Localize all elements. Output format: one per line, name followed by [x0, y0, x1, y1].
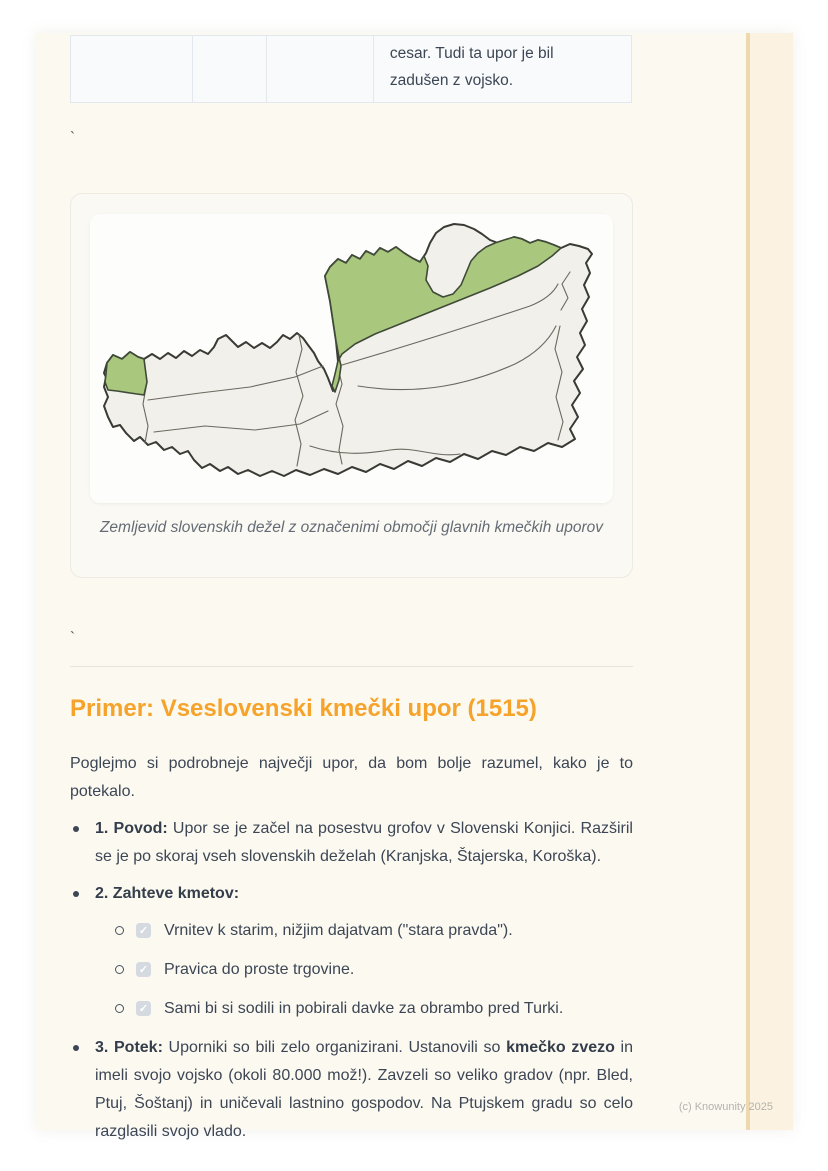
- bullet-icon: [73, 891, 79, 897]
- checklist-item: [113, 995, 633, 1023]
- highlight-region-west-tip: [105, 352, 147, 395]
- copyright-note: (c) Knowunity 2025: [678, 1101, 773, 1113]
- item-text: Upor se je začel na posestvu grofov v Slovenski Konjici. Razširil se je po skoraj vseh slovenskih deželah (Kranjska, Štajerska, Koroška).: [95, 820, 633, 865]
- table-cell: [267, 36, 374, 102]
- table-cell-text: cesar. Tudi ta upor je bil zadušen z vojsko.: [389, 45, 554, 89]
- checklist: [95, 917, 633, 1023]
- stray-backtick: `: [70, 629, 75, 646]
- checklist-item: [113, 956, 633, 984]
- item-text: in imeli svojo vojsko (okoli 80.000 mož!). Zavzeli so veliko gradov (npr. Bled, Ptuj, Šoštanj) in uničevali lastnino gospodov. Na Ptujskem gradu so celo razglasili svojo vlado.: [95, 1039, 634, 1140]
- map-card: [70, 193, 633, 578]
- list-item: [70, 1034, 633, 1146]
- list-item: [70, 880, 633, 1023]
- section-heading: Primer: Vseslovenski kmečki upor (1515): [70, 695, 537, 722]
- circle-bullet-icon: [115, 965, 124, 974]
- item-label: 1. Povod:: [95, 820, 168, 837]
- intro-paragraph: Poglejmo si podrobneje največji upor, da bom bolje razumel, kako je to potekalo.: [70, 755, 633, 800]
- item-label: 2. Zahteve kmetov:: [95, 885, 240, 902]
- checkbox-checked-icon[interactable]: ✓: [136, 923, 151, 938]
- numbered-point-list: [70, 815, 633, 1146]
- checkbox-checked-icon[interactable]: ✓: [136, 962, 151, 977]
- checklist-item-text: Vrnitev k starim, nižjim dajatvam ("stara pravda").: [164, 922, 513, 939]
- circle-bullet-icon: [115, 926, 124, 935]
- section-divider: [70, 666, 633, 667]
- table-cell: [71, 36, 193, 102]
- bullet-icon: [73, 1045, 79, 1051]
- checklist-item: [113, 917, 633, 945]
- table-cell: [193, 36, 268, 102]
- item-bold-phrase: kmečko zvezo: [506, 1039, 615, 1056]
- checkbox-checked-icon[interactable]: ✓: [136, 1001, 151, 1016]
- map-caption: Zemljevid slovenskih dežel z označenimi območji glavnih kmečkih uporov: [99, 519, 604, 536]
- right-stripe: [750, 33, 793, 1130]
- document-page: [36, 33, 793, 1140]
- item-label: 3. Potek:: [95, 1039, 163, 1056]
- checklist-item-text: Sami bi si sodili in pobirali davke za obrambo pred Turki.: [164, 1000, 564, 1017]
- bullet-icon: [73, 826, 79, 832]
- item-text: Uporniki so bili zelo organizirani. Ustanovili so: [162, 1039, 507, 1056]
- checklist-item-text: Pravica do proste trgovine.: [164, 961, 355, 978]
- article-body: [70, 578, 633, 1146]
- circle-bullet-icon: [115, 1004, 124, 1013]
- map-panel: [90, 214, 613, 503]
- table-row: [70, 35, 632, 103]
- stray-backtick: `: [70, 129, 75, 146]
- austria-map-svg: [90, 214, 613, 503]
- list-item: [70, 815, 633, 871]
